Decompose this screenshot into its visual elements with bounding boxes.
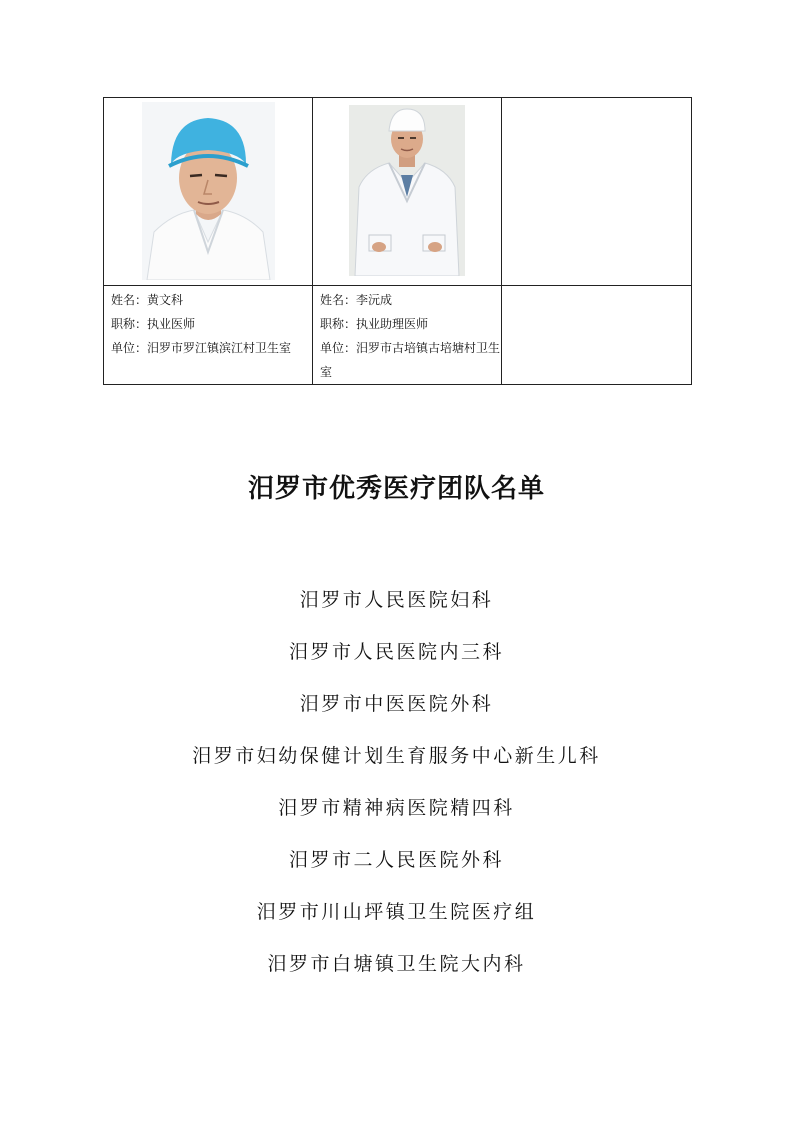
- doctor-photo-1: [142, 102, 275, 280]
- team-list-title: 汨罗市优秀医疗团队名单: [247, 474, 545, 504]
- photo-cell-1: [104, 98, 313, 286]
- team-item: 汨罗市川山坪镇卫生院医疗组: [256, 901, 537, 923]
- team-item: 汨罗市白塘镇卫生院大内科: [267, 953, 526, 975]
- doctor-table: [103, 97, 692, 385]
- team-item: 汨罗市人民医院妇科: [299, 589, 494, 611]
- doctor-name: 姓名：李沅成: [320, 293, 393, 307]
- doctor-unit: 单位：汨罗市古培镇古培塘村卫生室: [320, 341, 501, 379]
- doctor-unit: 单位：汨罗市罗江镇滨江村卫生室: [111, 341, 292, 355]
- team-item: 汨罗市精神病医院精四科: [278, 797, 515, 819]
- team-item: 汨罗市妇幼保健计划生育服务中心新生儿科: [192, 745, 601, 767]
- photo-row: [104, 98, 692, 286]
- team-item: 汨罗市人民医院内三科: [288, 641, 504, 663]
- team-item: 汨罗市二人民医院外科: [288, 849, 504, 871]
- doctor-title: 职称：执业助理医师: [320, 317, 429, 331]
- photo-cell-2: [313, 98, 502, 286]
- doctor-info-2: [313, 286, 502, 385]
- doctor-info-1: [104, 286, 313, 385]
- photo-cell-3-empty: [502, 98, 692, 286]
- info-row: [104, 286, 692, 385]
- doctor-title: 职称：执业医师: [111, 317, 196, 331]
- team-list: [0, 583, 793, 999]
- doctor-photo-2: [349, 105, 465, 276]
- doctor-name: 姓名：黄文科: [111, 293, 184, 307]
- team-item: 汨罗市中医医院外科: [299, 693, 494, 715]
- info-cell-3-empty: [502, 286, 692, 385]
